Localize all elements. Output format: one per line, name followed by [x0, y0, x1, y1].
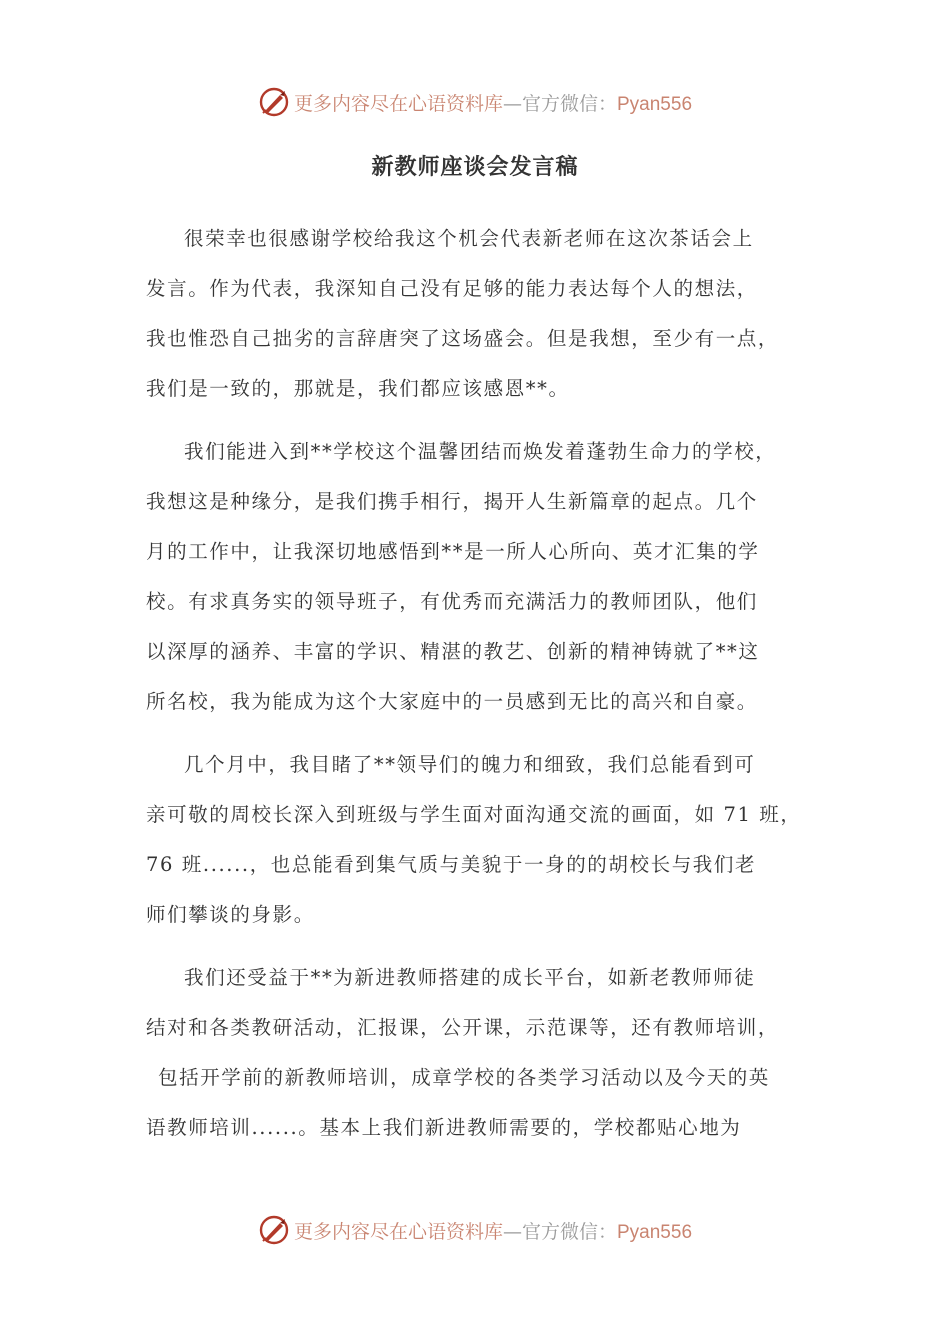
banner-wechat-id: Pyan556 — [617, 1221, 693, 1243]
banner-main-text: 更多内容尽在心语资料库 — [293, 92, 503, 115]
pen-feather-logo-icon — [258, 86, 290, 118]
document-body — [146, 214, 818, 1166]
paragraph-line: 包括开学前的新教师培训，成章学校的各类学习活动以及今天的英 — [158, 1066, 770, 1089]
paragraph-line: 以深厚的涵养、丰富的学识、精湛的教艺、创新的精神铸就了**这 — [146, 640, 760, 663]
banner-wechat-id: Pyan556 — [617, 93, 693, 115]
header-banner — [0, 82, 950, 122]
paragraph-line: 我们能进入到**学校这个温馨团结而焕发着蓬勃生命力的学校， — [184, 440, 777, 463]
paragraph-line: 很荣幸也很感谢学校给我这个机会代表新老师在这次茶话会上 — [184, 227, 754, 250]
paragraph-line: 结对和各类教研活动，汇报课，公开课，示范课等，还有教师培训， — [146, 1016, 780, 1039]
footer-banner — [0, 1210, 950, 1250]
document-title: 新教师座谈会发言稿 — [371, 154, 579, 180]
paragraph-3 — [146, 740, 818, 940]
paragraph-line: 76 班......，也总能看到集气质与美貌于一身的的胡校长与我们老 — [146, 853, 757, 876]
paragraph-line: 几个月中，我目睹了**领导们的魄力和细致，我们总能看到可 — [184, 753, 756, 776]
paragraph-4 — [146, 953, 818, 1153]
paragraph-line: 师们攀谈的身影。 — [146, 903, 315, 926]
banner-main-text: 更多内容尽在心语资料库 — [293, 1220, 503, 1243]
paragraph-line: 校。有求真务实的领导班子，有优秀而充满活力的教师团队，他们 — [146, 590, 758, 613]
banner-official-label: —官方微信： — [502, 1220, 617, 1243]
paragraph-line: 亲可敬的周校长深入到班级与学生面对面沟通交流的画面，如 71 班， — [146, 803, 802, 826]
paragraph-line: 发言。作为代表，我深知自己没有足够的能力表达每个人的想法， — [146, 277, 758, 300]
pen-feather-logo-icon — [258, 1214, 290, 1246]
paragraph-line: 月的工作中，让我深切地感悟到**是一所人心所向、英才汇集的学 — [146, 540, 760, 563]
banner-official-label: —官方微信： — [502, 92, 617, 115]
paragraph-line: 我们是一致的，那就是，我们都应该感恩**。 — [146, 377, 570, 400]
paragraph-line: 我想这是种缘分，是我们携手相行，揭开人生新篇章的起点。几个 — [146, 490, 758, 513]
paragraph-2 — [146, 427, 818, 727]
paragraph-1 — [146, 214, 818, 414]
paragraph-line: 我也惟恐自己拙劣的言辞唐突了这场盛会。但是我想，至少有一点， — [146, 327, 780, 350]
paragraph-line: 语教师培训......。基本上我们新进教师需要的，学校都贴心地为 — [146, 1116, 742, 1139]
paragraph-line: 我们还受益于**为新进教师搭建的成长平台，如新老教师师徒 — [184, 966, 756, 989]
paragraph-line: 所名校，我为能成为这个大家庭中的一员感到无比的高兴和自豪。 — [146, 690, 758, 713]
